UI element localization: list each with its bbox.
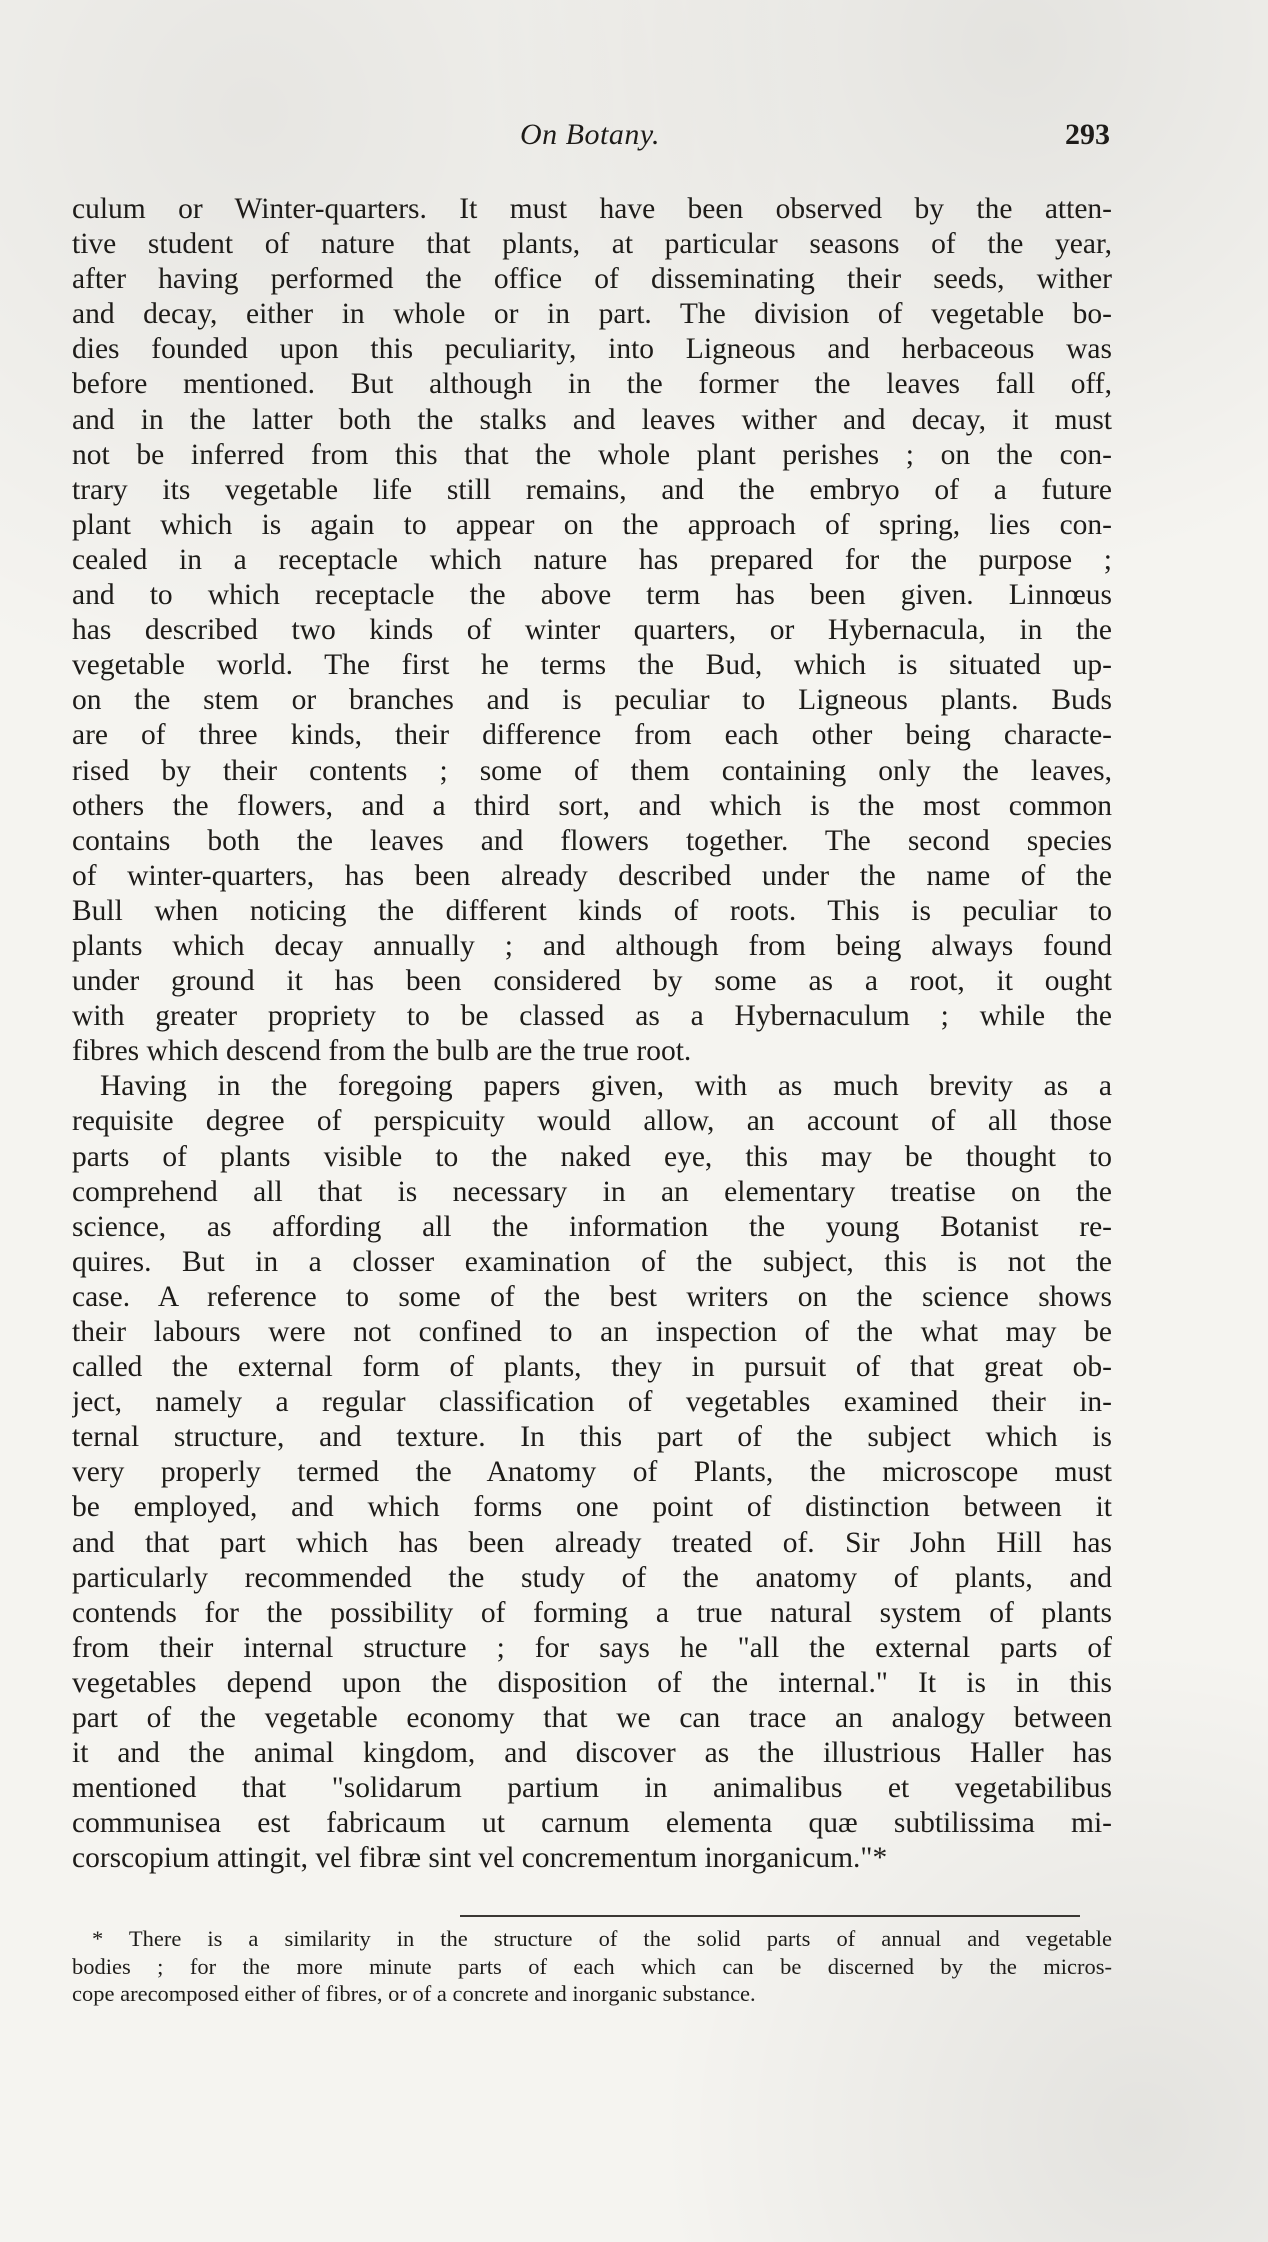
text-line: it and the animal kingdom, and discover as the illustrious Haller has <box>72 1737 1112 1770</box>
text-line: rised by their contents ; some of them containing only the leaves, <box>72 754 1112 787</box>
text-line: parts of plants visible to the naked eye, this may be thought to <box>72 1140 1112 1173</box>
footnote <box>72 1925 1112 2008</box>
text-line: tive student of nature that plants, at particular seasons of the year, <box>72 228 1112 261</box>
footnote-rule <box>460 1915 1080 1917</box>
body-text <box>72 192 1112 1877</box>
footnote-line: cope arecomposed either of fibres, or of a concrete and inorganic substance. <box>72 1981 756 2006</box>
text-line: requisite degree of perspicuity would allow, an account of all those <box>72 1105 1112 1138</box>
text-line: culum or Winter-quarters. It must have been observed by the atten- <box>72 193 1112 225</box>
text-line: and to which receptacle the above term has been given. Linnœus <box>72 579 1112 612</box>
text-line: particularly recommended the study of the anatomy of plants, and <box>72 1561 1112 1594</box>
text-line: has described two kinds of winter quarters, or Hybernacula, in the <box>72 614 1112 647</box>
text-line: under ground it has been considered by some as a root, it ought <box>72 965 1112 998</box>
text-line: plants which decay annually ; and although from being always found <box>72 929 1112 962</box>
text-line: of winter-quarters, has been already described under the name of the <box>72 859 1112 892</box>
text-line: vegetable world. The first he terms the Bud, which is situated up- <box>72 649 1112 682</box>
text-line: and decay, either in whole or in part. The division of vegetable bo- <box>72 298 1112 331</box>
text-line: ject, namely a regular classification of vegetables examined their in- <box>72 1386 1112 1419</box>
text-line: contends for the possibility of forming a true natural system of plants <box>72 1596 1112 1629</box>
text-line: called the external form of plants, they in pursuit of that great ob- <box>72 1351 1112 1384</box>
text-line: before mentioned. But although in the former the leaves fall off, <box>72 368 1112 401</box>
text-line: case. A reference to some of the best writers on the science shows <box>72 1280 1112 1313</box>
text-line: mentioned that "solidarum partium in animalibus et vegetabilibus <box>72 1772 1112 1805</box>
text-line: trary its vegetable life still remains, and the embryo of a future <box>72 473 1112 506</box>
text-line: science, as affording all the information the young Botanist re- <box>72 1210 1112 1243</box>
text-line: are of three kinds, their difference from each other being characte- <box>72 719 1112 752</box>
text-line: after having performed the office of disseminating their seeds, wither <box>72 263 1112 296</box>
text-line: ternal structure, and texture. In this part of the subject which is <box>72 1421 1112 1454</box>
text-line: part of the vegetable economy that we can trace an analogy between <box>72 1702 1112 1735</box>
text-line: not be inferred from this that the whole plant perishes ; on the con- <box>72 438 1112 471</box>
text-line: from their internal structure ; for says he "all the external parts of <box>72 1631 1112 1664</box>
text-line: be employed, and which forms one point of distinction between it <box>72 1491 1112 1524</box>
text-line: contains both the leaves and flowers together. The second species <box>72 824 1112 857</box>
text-line: dies founded upon this peculiarity, into Ligneous and herbaceous was <box>72 333 1112 366</box>
paragraph-end-line: corscopium attingit, vel fibræ sint vel concrementum inorganicum."* <box>72 1842 888 1875</box>
text-line: communisea est fabricaum ut carnum elementa quæ subtilissima mi- <box>72 1807 1112 1840</box>
text-line: vegetables depend upon the disposition of the internal." It is in this <box>72 1666 1112 1699</box>
text-line: their labours were not confined to an inspection of the what may be <box>72 1316 1112 1348</box>
text-line: on the stem or branches and is peculiar to Ligneous plants. Buds <box>72 684 1112 717</box>
text-line: very properly termed the Anatomy of Plants, the microscope must <box>72 1456 1112 1489</box>
footnote-line: * There is a similarity in the structure of the solid parts of annual and vegetable <box>92 1926 1112 1951</box>
text-line: with greater propriety to be classed as a Hybernaculum ; while the <box>72 1000 1112 1033</box>
running-title: On Botany. <box>520 118 660 151</box>
text-line: comprehend all that is necessary in an elementary treatise on the <box>72 1175 1112 1208</box>
paragraph-start-line: Having in the foregoing papers given, with as much brevity as a <box>100 1070 1112 1103</box>
footnote-line: bodies ; for the more minute parts of each which can be discerned by the micros- <box>72 1953 1112 1979</box>
page-number: 293 <box>1065 118 1110 151</box>
text-line: others the flowers, and a third sort, and which is the most common <box>72 789 1112 822</box>
text-line: plant which is again to appear on the approach of spring, lies con- <box>72 508 1112 541</box>
text-line: and in the latter both the stalks and leaves wither and decay, it must <box>72 403 1112 436</box>
page-header <box>70 118 1110 158</box>
text-line: Bull when noticing the different kinds of roots. This is peculiar to <box>72 894 1112 927</box>
text-line: quires. But in a closser examination of the subject, this is not the <box>72 1245 1112 1278</box>
text-line: cealed in a receptacle which nature has prepared for the purpose ; <box>72 543 1112 576</box>
text-line: and that part which has been already treated of. Sir John Hill has <box>72 1526 1112 1559</box>
paragraph-end-line: fibres which descend from the bulb are the true root. <box>72 1035 692 1068</box>
